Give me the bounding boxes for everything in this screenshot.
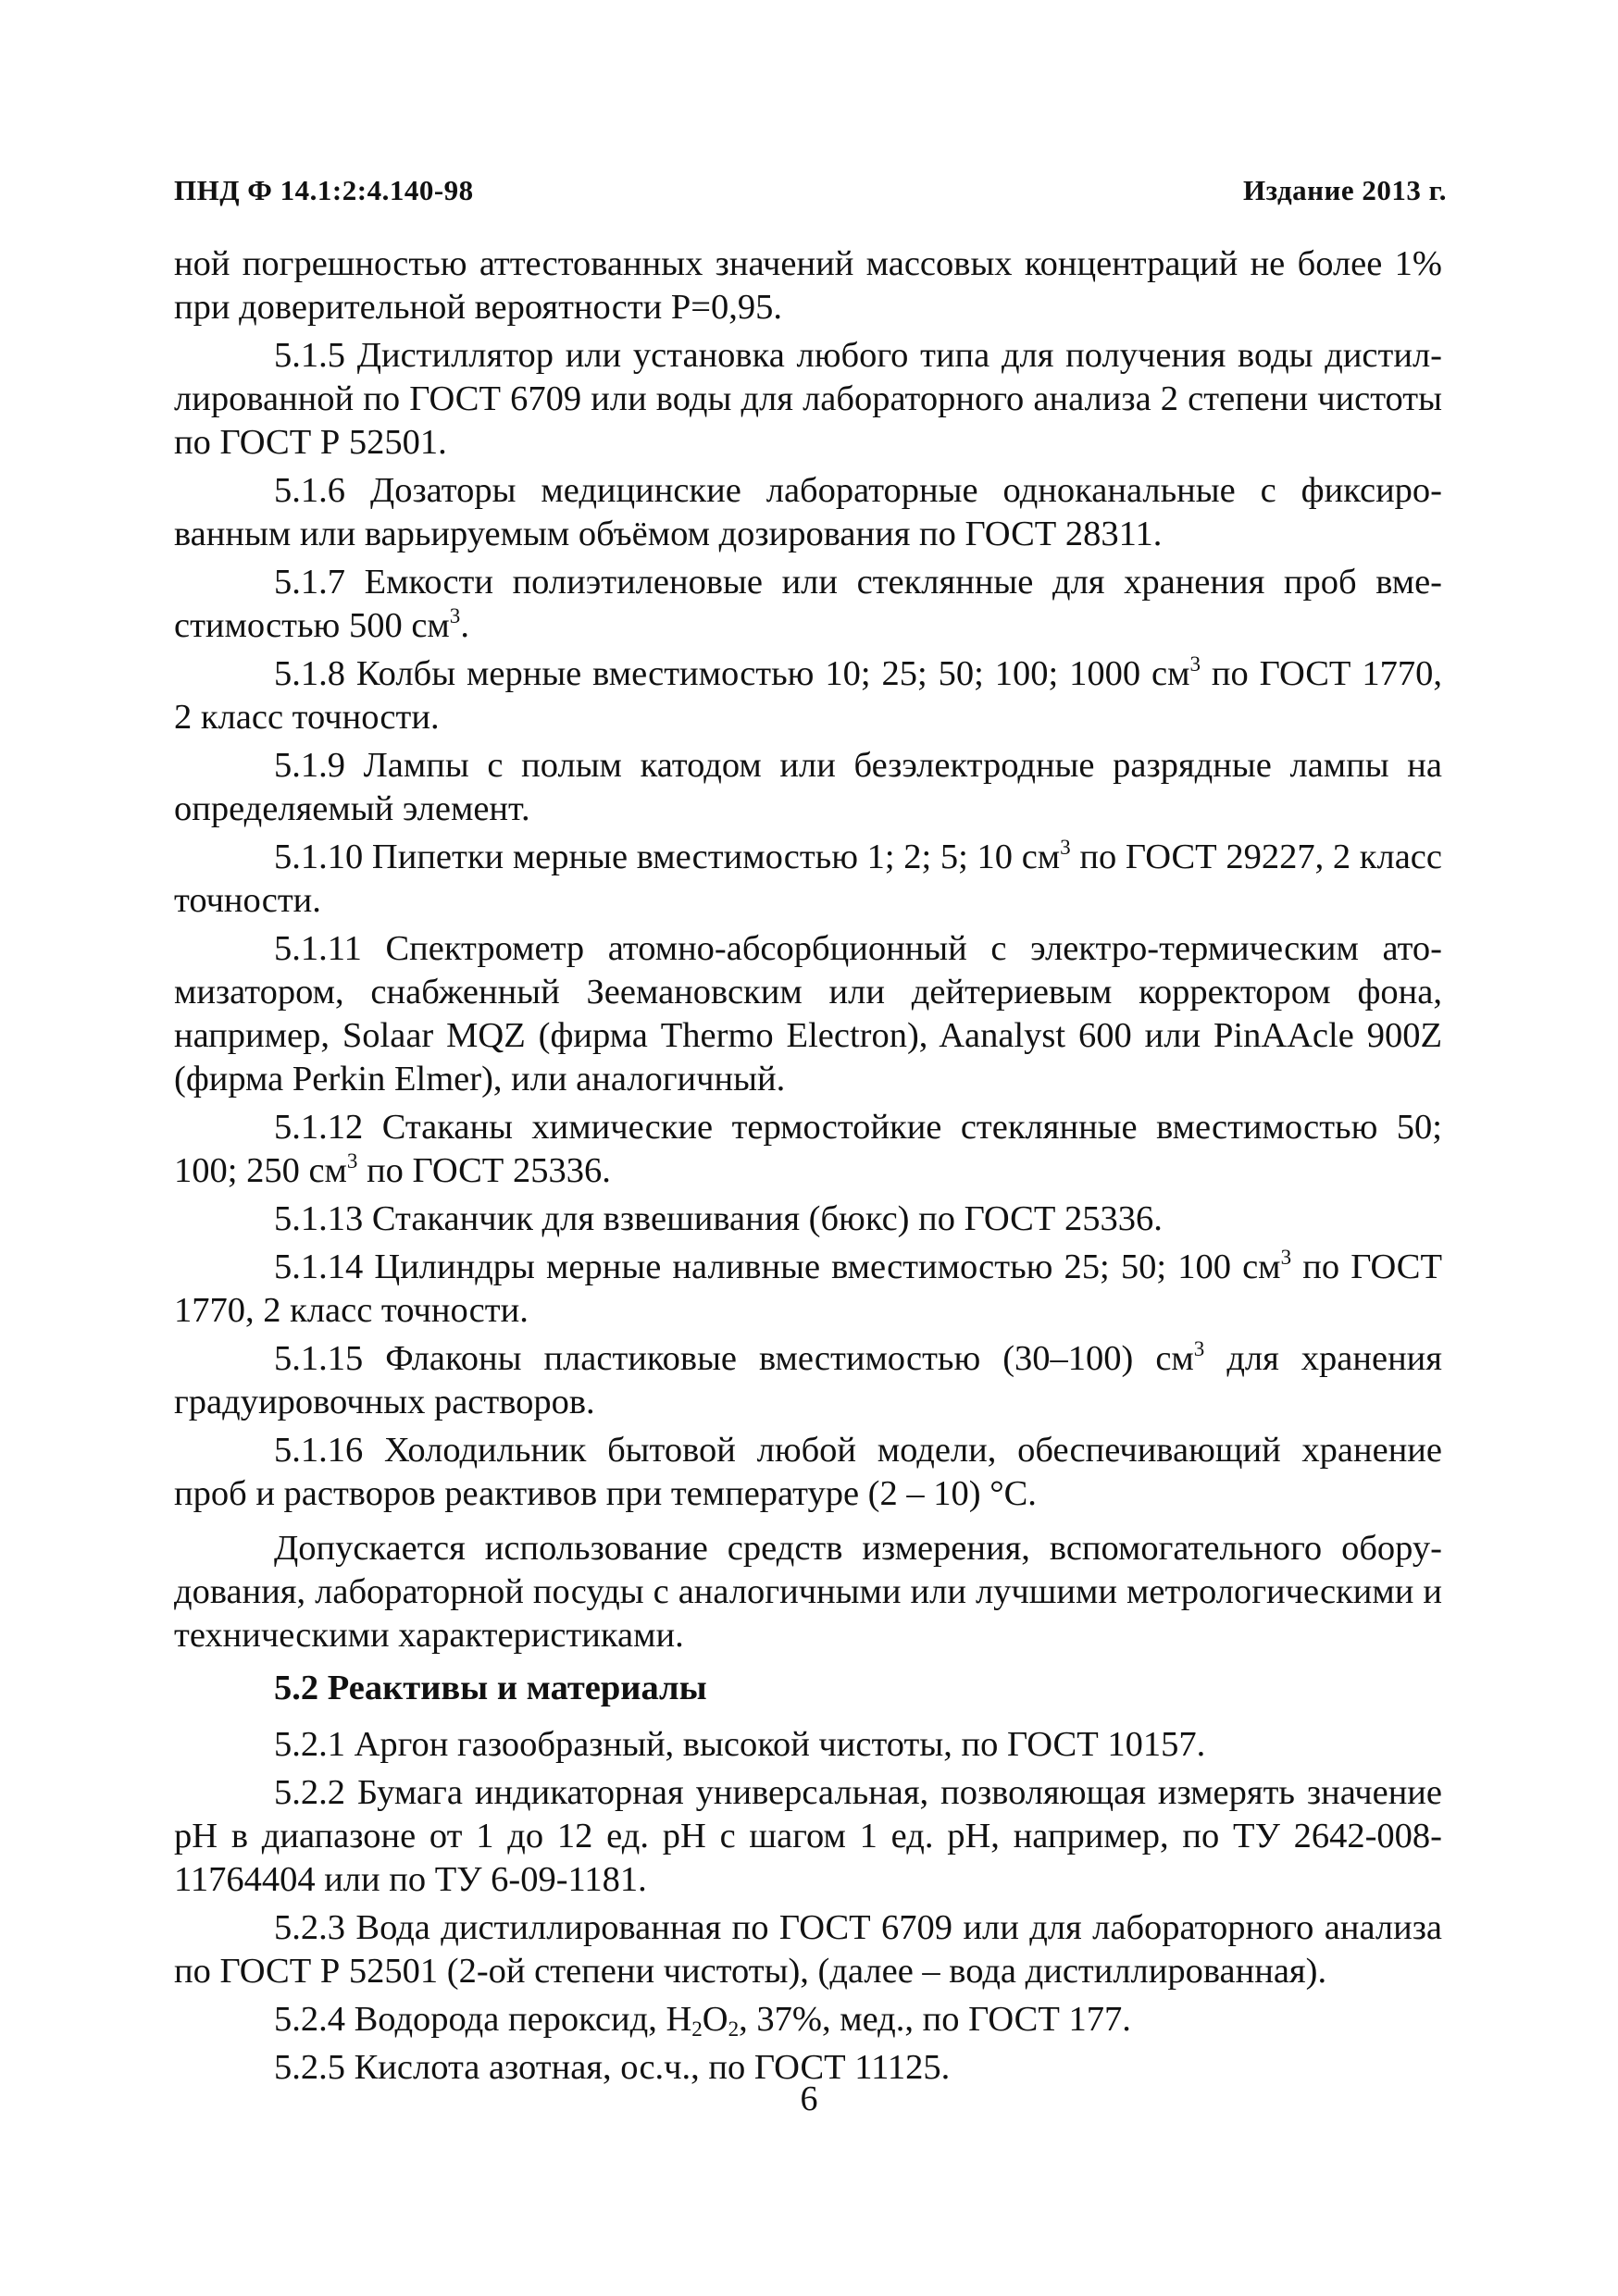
paragraph-5-2-4-text: 5.2.4 Водорода пероксид, H (274, 2000, 692, 2039)
paragraph-5-1-5: 5.1.5 Дистиллятор или установка любого типа для получения воды дистиллированной по ГОСТ 6709 или воды для лабораторного анализа 2 степени чистоты по ГОСТ Р 52501. (174, 336, 1442, 462)
paragraph-5-1-7-end: . (460, 606, 469, 645)
paragraph-5-1-14-text: 5.1.14 Цилиндры мерные наливные вместимостью 25; 50; 100 см (274, 1247, 1281, 1286)
superscript-cubic: 3 (1280, 1245, 1292, 1269)
paragraph-5-2-1: 5.2.1 Аргон газообразный, высокой чистоты, по ГОСТ 10157. (274, 1725, 1206, 1764)
paragraph-5-1-15 (174, 1337, 1442, 1424)
paragraph-5-1-16: 5.1.16 Холодильник бытовой любой модели, обеспечивающий хранение проб и растворов реактивов при температуре (2 – 10) °С. (174, 1431, 1442, 1513)
paragraph-5-2-4-end: , 37%, мед., по ГОСТ 177. (739, 2000, 1131, 2039)
superscript-cubic: 3 (1193, 1336, 1205, 1360)
paragraph-intro: ной погрешностью аттестованных значений массовых концентраций не более 1% при доверительной вероятности P=0,95. (174, 244, 1442, 327)
paragraph-5-1-15-text: 5.1.15 Флаконы пластиковые вместимостью (30–100) см (274, 1339, 1194, 1378)
paragraph-5-1-12 (174, 1106, 1442, 1193)
paragraph-5-1-10-text: 5.1.10 Пипетки мерные вместимостью 1; 2; 5; 10 см (274, 838, 1061, 876)
paragraph-5-1-10-end: по ГОСТ 29227, 2 класс точности. (174, 838, 1442, 920)
paragraph-5-1-7 (174, 561, 1442, 648)
edition-label: Издание 2013 г. (1242, 174, 1447, 206)
paragraph-5-1-12-text: 5.1.12 Стаканы химические термостойкие стеклянные вместимостью 50; 100; 250 см (174, 1108, 1442, 1190)
paragraph-5-1-15-end: для хранения градуировочных растворов. (174, 1339, 1442, 1421)
paragraph-5-1-13: 5.1.13 Стаканчик для взвешивания (бюкс) по ГОСТ 25336. (274, 1199, 1163, 1238)
section-heading-5-2: 5.2 Реактивы и материалы (274, 1669, 707, 1707)
paragraph-5-2-4 (174, 1998, 1442, 2042)
paragraph-5-2-3: 5.2.3 Вода дистиллированная по ГОСТ 6709 или для лабораторного анализа по ГОСТ Р 52501 (2-ой степени чистоты), (далее – вода дистиллированная). (174, 1908, 1442, 1991)
paragraph-allowed-equipment: Допускается использование средств измерения, вспомогательного оборудования, лабораторной посуды с аналогичными или лучшими метрологическими и техническими характеристиками. (174, 1529, 1442, 1655)
paragraph-5-1-14 (174, 1246, 1442, 1333)
paragraph-5-1-8-text: 5.1.8 Колбы мерные вместимостью 10; 25; 50; 100; 1000 см (274, 654, 1190, 693)
paragraph-5-1-7-text: 5.1.7 Емкости полиэтиленовые или стеклянные для хранения проб вместимостью 500 см (174, 563, 1442, 645)
paragraph-5-1-12-end: по ГОСТ 25336. (357, 1151, 611, 1190)
page-number: 6 (800, 2079, 818, 2118)
paragraph-5-2-2: 5.2.2 Бумага индикаторная универсальная, позволяющая измерять значение pH в диапазоне от 1 до 12 ед. pH с шагом 1 ед. pH, например, по ТУ 2642-008-11764404 или по ТУ 6-09-1181. (174, 1773, 1442, 1899)
formula-oxygen: O (702, 2000, 728, 2039)
superscript-cubic: 3 (1060, 835, 1071, 859)
paragraph-5-1-9: 5.1.9 Лампы с полым катодом или безэлектродные разрядные лампы на определяемый элемент. (174, 746, 1442, 828)
paragraph-5-1-8-end: по ГОСТ 1770, 2 класс точности. (174, 654, 1442, 737)
superscript-cubic: 3 (1189, 652, 1201, 676)
subscript-2: 2 (691, 2016, 703, 2041)
paragraph-5-1-14-end: по ГОСТ 1770, 2 класс точности. (174, 1247, 1443, 1330)
paragraph-5-1-10 (174, 836, 1442, 923)
subscript-2: 2 (728, 2016, 740, 2041)
paragraph-5-2-5: 5.2.5 Кислота азотная, ос.ч., по ГОСТ 11125. (274, 2048, 951, 2087)
superscript-cubic: 3 (449, 603, 461, 627)
paragraph-5-1-8 (174, 652, 1442, 739)
paragraph-5-1-11: 5.1.11 Спектрометр атомно-абсорбционный с электро-термическим атомизатором, снабженный Зеемановским или дейтериевым корректором фона, например, Solaar MQZ (фирма Thermo Electron), Aanalyst 600 или PinAAcle 900Z (фирма Perkin Elmer), или аналогичный. (174, 929, 1442, 1098)
paragraph-5-1-6: 5.1.6 Дозаторы медицинские лабораторные одноканальные с фиксированным или варьируемым объёмом дозирования по ГОСТ 28311. (174, 471, 1442, 553)
document-code: ПНД Ф 14.1:2:4.140-98 (174, 174, 474, 206)
page-body (174, 242, 1442, 2094)
superscript-cubic: 3 (346, 1148, 358, 1173)
